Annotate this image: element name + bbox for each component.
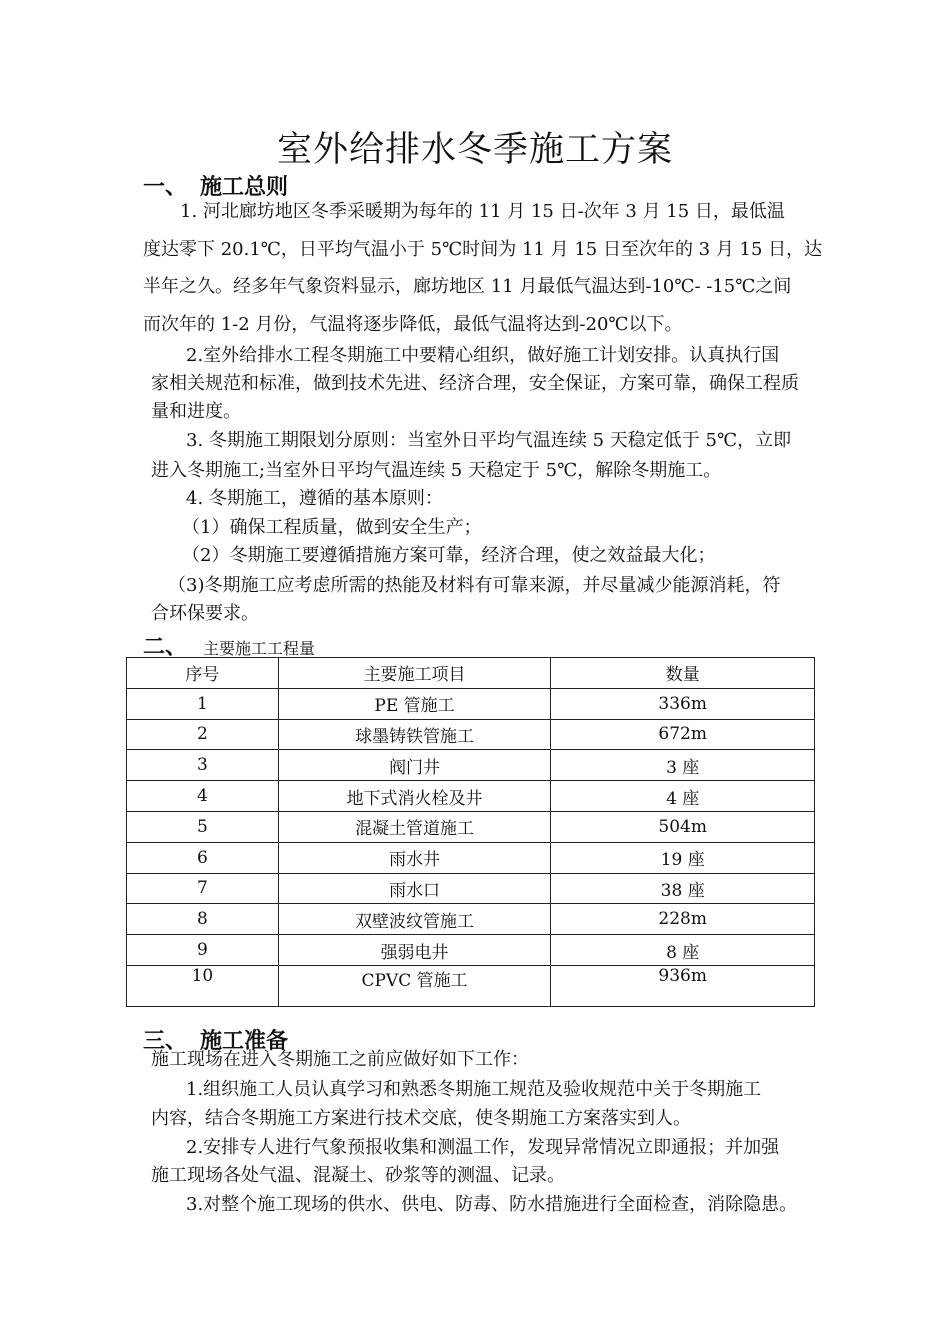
cell-quantity: 336m xyxy=(551,688,815,719)
cell-index: 9 xyxy=(127,935,279,966)
column-header-quantity: 数量 xyxy=(551,658,815,689)
paragraph-line: 2.安排专人进行气象预报收集和测温工作，发现异常情况立即通报；并加强 xyxy=(186,1137,780,1158)
cell-item: PE 管施工 xyxy=(278,688,551,719)
cell-quantity: 504m xyxy=(551,811,815,842)
paragraph-line: 3. 冬期施工期限划分原则：当室外日平均气温连续 5 天稳定低于 5℃，立即 xyxy=(186,430,792,451)
paragraph-line: 进入冬期施工;当室外日平均气温连续 5 天稳定于 5℃，解除冬期施工。 xyxy=(151,460,722,481)
paragraph-line: 内容，结合冬期施工方案进行技术交底，使冬期施工方案落实到人。 xyxy=(151,1108,691,1129)
column-header-index: 序号 xyxy=(127,658,279,689)
cell-item: 地下式消火栓及井 xyxy=(278,781,551,812)
table-row xyxy=(127,750,815,781)
table-row xyxy=(127,935,815,966)
table-row xyxy=(127,781,815,812)
paragraph-line: 3.对整个施工现场的供水、供电、防毒、防水措施进行全面检查，消除隐患。 xyxy=(186,1194,798,1215)
cell-item: CPVC 管施工 xyxy=(278,965,551,1006)
cell-quantity: 8 座 xyxy=(551,935,815,966)
cell-item: 强弱电井 xyxy=(278,935,551,966)
paragraph-line: （2）冬期施工要遵循措施方案可靠，经济合理，使之效益最大化； xyxy=(182,545,716,566)
quantity-table xyxy=(126,657,815,1007)
section-number: 二、 xyxy=(143,634,188,660)
table-row xyxy=(127,719,815,750)
cell-index: 10 xyxy=(127,965,279,1006)
paragraph-line: 合环保要求。 xyxy=(151,603,259,624)
cell-quantity: 672m xyxy=(551,719,815,750)
cell-item: 雨水井 xyxy=(278,842,551,873)
section-heading-1 xyxy=(143,172,288,202)
cell-quantity: 3 座 xyxy=(551,750,815,781)
cell-quantity: 228m xyxy=(551,904,815,935)
paragraph-line: 2.室外给排水工程冬期施工中要精心组织，做好施工计划安排。认真执行国 xyxy=(186,345,780,366)
cell-index: 7 xyxy=(127,873,279,904)
cell-quantity: 38 座 xyxy=(551,873,815,904)
paragraph-line: 量和进度。 xyxy=(151,401,241,422)
cell-index: 1 xyxy=(127,688,279,719)
paragraph-line: 4. 冬期施工，遵循的基本原则： xyxy=(186,488,443,509)
cell-quantity: 936m xyxy=(551,965,815,1006)
paragraph-line: 1. 河北廊坊地区冬季采暖期为每年的 11 月 15 日-次年 3 月 15 日，最低温 xyxy=(180,201,785,222)
paragraph-line: 度达零下 20.1℃，日平均气温小于 5℃时间为 11 月 15 日至次年的 3 月 15 日，达 xyxy=(143,239,823,260)
cell-index: 4 xyxy=(127,781,279,812)
table-row xyxy=(127,965,815,1006)
document-title: 室外给排水冬季施工方案 xyxy=(276,130,673,170)
cell-index: 3 xyxy=(127,750,279,781)
section-number: 三、 xyxy=(143,1028,188,1054)
section-title: 主要施工工程量 xyxy=(203,639,316,658)
paragraph-line: 1.组织施工人员认真学习和熟悉冬期施工规范及验收规范中关于冬期施工 xyxy=(186,1079,762,1100)
section-number: 一、 xyxy=(143,174,188,200)
cell-index: 2 xyxy=(127,719,279,750)
paragraph-line: （3)冬期施工应考虑所需的热能及材料有可靠来源，并尽量减少能源消耗，符 xyxy=(168,575,781,596)
cell-quantity: 19 座 xyxy=(551,842,815,873)
paragraph-line: 半年之久。经多年气象资料显示，廊坊地区 11 月最低气温达到-10℃- -15℃之间 xyxy=(143,276,792,297)
cell-quantity: 4 座 xyxy=(551,781,815,812)
cell-item: 双壁波纹管施工 xyxy=(278,904,551,935)
table-header-row xyxy=(127,658,815,689)
table-row xyxy=(127,811,815,842)
table-row xyxy=(127,873,815,904)
cell-index: 5 xyxy=(127,811,279,842)
paragraph-line: 家相关规范和标准，做到技术先进、经济合理，安全保证，方案可靠，确保工程质 xyxy=(151,373,799,394)
cell-item: 混凝土管道施工 xyxy=(278,811,551,842)
cell-item: 球墨铸铁管施工 xyxy=(278,719,551,750)
paragraph-line: （1）确保工程质量，做到安全生产； xyxy=(182,517,482,538)
cell-index: 6 xyxy=(127,842,279,873)
paragraph-line: 而次年的 1-2 月份，气温将逐步降低，最低气温将达到-20℃以下。 xyxy=(143,314,683,335)
cell-item: 阀门井 xyxy=(278,750,551,781)
table-row xyxy=(127,904,815,935)
table-row xyxy=(127,842,815,873)
table-row xyxy=(127,688,815,719)
paragraph-line: 施工现场各处气温、混凝土、砂浆等的测温、记录。 xyxy=(151,1165,565,1186)
section-title: 施工准备 xyxy=(200,1028,289,1054)
column-header-item: 主要施工项目 xyxy=(278,658,551,689)
paragraph-line: 施工现场在进入冬期施工之前应做好如下工作： xyxy=(151,1049,529,1070)
section-title: 施工总则 xyxy=(200,174,289,200)
cell-index: 8 xyxy=(127,904,279,935)
cell-item: 雨水口 xyxy=(278,873,551,904)
